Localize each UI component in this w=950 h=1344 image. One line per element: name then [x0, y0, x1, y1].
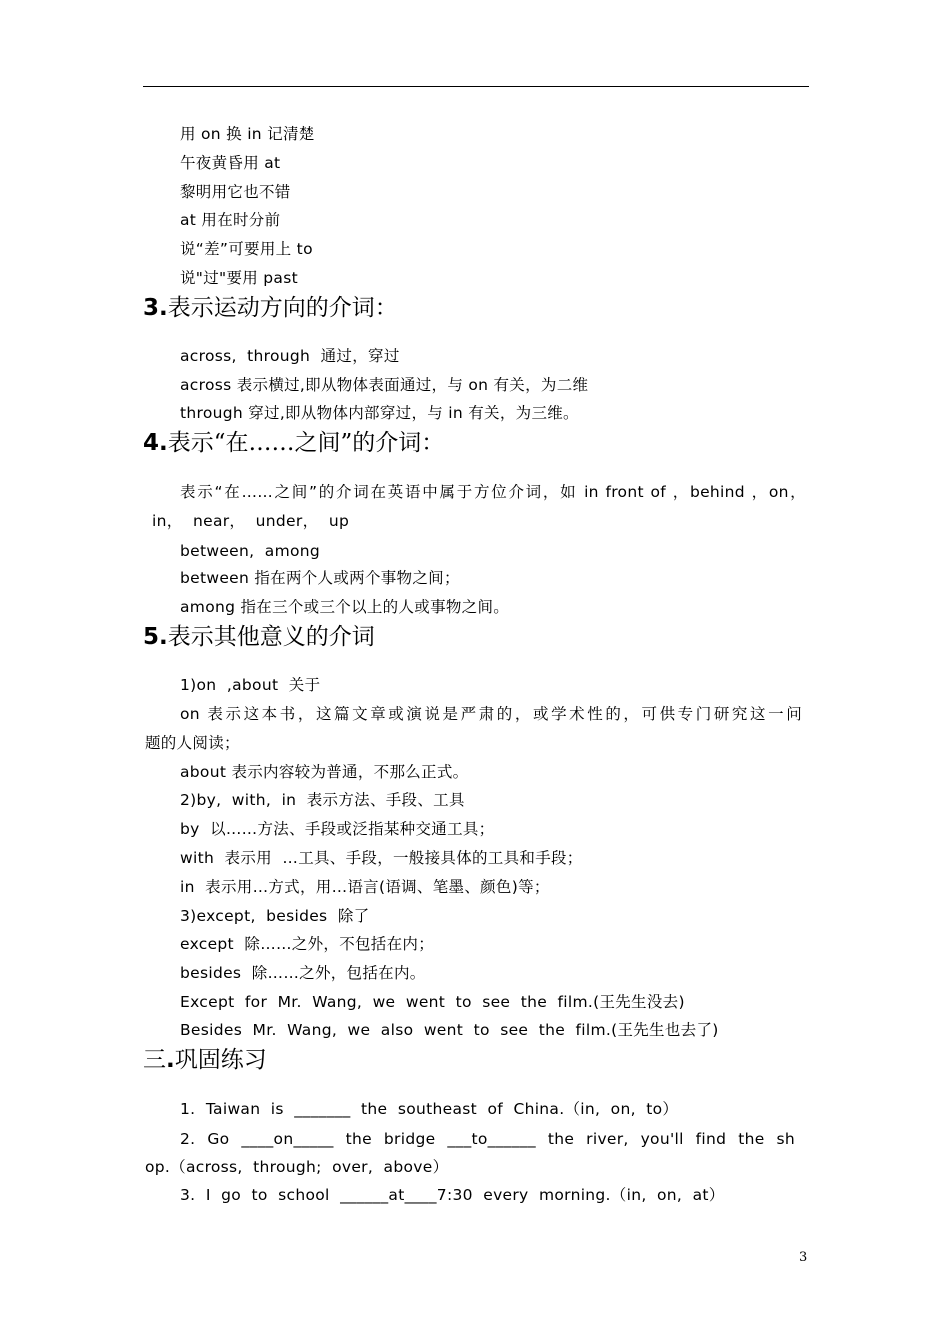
rhyme-line: 午夜黄昏用 at: [180, 154, 281, 172]
rhyme-line: 用 on 换 in 记清楚: [180, 125, 315, 143]
example-sentence: Besides Mr. Wang, we also went to see the film.(王先生也去了): [180, 1021, 719, 1039]
section-line: 3)except, besides 除了: [180, 907, 370, 925]
section-line: with 表示用 …工具、手段，一般接具体的工具和手段；: [180, 849, 583, 867]
section-line: between, among: [180, 542, 321, 560]
section-heading: 4.表示“在……之间”的介词：: [143, 430, 445, 456]
exercise-item: op.（across, through; over, above）: [145, 1158, 449, 1176]
section-line: through 穿过,即从物体内部穿过，与 in 有关，为三维。: [180, 404, 579, 422]
section-line: on 表示这本书，这篇文章或演说是严肃的，或学术性的，可供专门研究这一问: [180, 705, 802, 723]
section-line: 1)on ,about 关于: [180, 676, 321, 694]
rhyme-line: at 用在时分前: [180, 211, 281, 229]
section-line: in， near， under， up: [152, 512, 350, 530]
section-line: across, through 通过，穿过: [180, 347, 400, 365]
example-sentence: Except for Mr. Wang, we went to see the film.(王先生没去): [180, 993, 685, 1011]
section-line: besides 除……之外，包括在内。: [180, 964, 426, 982]
section-line: among 指在三个或三个以上的人或事物之间。: [180, 598, 510, 616]
section-line: about 表示内容较为普通，不那么正式。: [180, 763, 469, 781]
section-line: except 除……之外，不包括在内；: [180, 935, 434, 953]
rhyme-line: 说“差”可要用上 to: [180, 240, 313, 258]
section-line: 2)by, with, in 表示方法、手段、工具: [180, 791, 465, 809]
page-number: 3: [799, 1250, 808, 1265]
section-line: across 表示横过,即从物体表面通过，与 on 有关，为二维: [180, 376, 589, 394]
exercise-item: 3. I go to school ______at____7:30 every morning.（in, on, at）: [180, 1186, 725, 1204]
section-heading: 5.表示其他意义的介词: [143, 624, 375, 650]
section-line: in 表示用…方式，用…语言(语调、笔墨、颜色)等；: [180, 878, 550, 896]
section-heading: 3.表示运动方向的介词：: [143, 295, 398, 321]
rhyme-line: 黎明用它也不错: [180, 183, 291, 201]
section-line: 题的人阅读；: [145, 734, 240, 752]
section-line: by 以……方法、手段或泛指某种交通工具；: [180, 820, 495, 838]
exercise-item: 1. Taiwan is _______ the southeast of China.（in, on, to）: [180, 1100, 679, 1118]
header-rule: [143, 86, 809, 87]
section-line: 表示“在……之间”的介词在英语中属于方位介词，如 in front of ，behind ，on，: [180, 483, 806, 501]
rhyme-line: 说"过"要用 past: [180, 269, 298, 287]
section-line: between 指在两个人或两个事物之间；: [180, 569, 460, 587]
exercise-item: 2. Go ____on_____ the bridge ___to______ the river, you'll find the sh: [180, 1130, 795, 1148]
section-heading: 三.巩固练习: [143, 1047, 267, 1073]
